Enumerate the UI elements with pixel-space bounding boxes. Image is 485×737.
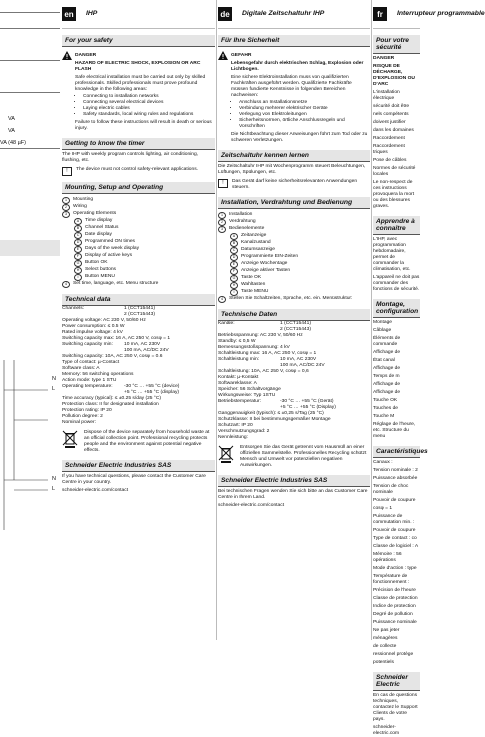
table-row: Mode d'action : type <box>373 566 417 571</box>
row-key: Bemessungsstoßspannung: 4 kV <box>218 345 290 350</box>
list-item: • Connecting several electrical devices <box>83 100 215 106</box>
list-item: Operating Elements <box>73 211 117 216</box>
previous-page-stub <box>0 0 62 640</box>
list-item: Normes de sécurité locales <box>373 166 416 177</box>
row-key: Nominal power: <box>62 420 96 425</box>
list-item: Bedienelemente <box>229 226 265 231</box>
danger-footer: Failure to follow these instructions will result in death or serious injury. <box>75 120 212 131</box>
row-key: Betriebsspannung: AC 230 V, 50/60 Hz <box>218 333 303 338</box>
list-item: Wahltasten <box>241 282 266 287</box>
disposal-text: de collecte <box>373 644 397 649</box>
row-value: +5 °C … +55 °C (display) <box>124 390 180 395</box>
row-key: Switching capacity min: <box>62 342 113 347</box>
row-key: Protection class: II for designated installation <box>62 402 159 407</box>
section-heading: Installation, Verdrahtung und Bedienung <box>218 197 370 209</box>
list-item: • Verbindung mehrerer elektrischer Geräte <box>239 106 370 112</box>
disposal-text: ménagères <box>373 636 398 641</box>
table-row: Tension nominale : 2 <box>373 468 418 473</box>
list-item: Affichage de <box>373 382 401 387</box>
list-item: Taste MENU <box>241 289 269 294</box>
list-item: Anzeige aktiver Tasten <box>241 268 291 273</box>
language-badge: fr <box>373 7 387 21</box>
list-item: Raccordement triques <box>373 144 405 155</box>
section-heading: Technische Daten <box>218 309 370 321</box>
list-item: • Sicherheitsnormen, örtliche Anschlussregeln und Vorschriften <box>239 118 370 130</box>
stub-text: N <box>52 376 56 382</box>
list-item: Montage <box>373 320 393 325</box>
table-row: Indice de protection <box>373 604 416 609</box>
danger-text: sécurité doit être <box>373 104 410 109</box>
language-badge: en <box>62 7 76 21</box>
section-heading: Technical data <box>62 294 215 306</box>
company-url[interactable]: schneider-electric.com/contact <box>218 503 285 508</box>
language-badge: de <box>218 7 232 21</box>
danger-text: dans les domaines <box>373 128 414 133</box>
tech-data-table <box>62 306 215 426</box>
row-value: -30 °C … +55 °C (Gerät) <box>280 399 334 404</box>
warning-icon <box>62 51 72 60</box>
list-item: Câblage <box>373 328 392 333</box>
list-item: Datumsanzeige <box>241 247 275 252</box>
row-key: Pollution degree: 2 <box>62 414 103 419</box>
row-key: Schaltleistung: 10A, AC 250 V, cosφ = 0,6 <box>218 369 309 374</box>
list-item: État canal <box>373 358 395 363</box>
table-row: Puissance absorbée <box>373 476 418 481</box>
column-title: IHP <box>86 10 98 18</box>
list-item: Wiring <box>73 204 87 209</box>
danger-title: HAZARD OF ELECTRIC SHOCK, EXPLOSION OR ARC FLASH <box>75 61 201 72</box>
mounting-list: 1 Installation 2 Verdrahtung 3 Bedienelemente A Zeitanzeige B Kanalzustand C Datumsanzeige D Programmierte EIN-Zeiten E Anzeige Wochentage F Anzeige aktiver Tasten G Taste OK H Wahltasten I Taste MENU 4 Stellen Sie Schaltzeiten, Sprache, etc. ein. Menüstruktur: <box>218 212 370 303</box>
section-heading: Apprendre à connaître <box>373 216 420 235</box>
section-heading: Caractéristiques <box>373 446 420 458</box>
stub-text: VA <box>8 128 15 134</box>
row-value: -30 °C … +55 °C (device) <box>124 384 180 389</box>
table-row: Pouvoir de coupure <box>373 528 416 533</box>
note-block <box>62 167 215 176</box>
row-key: Schutzart: IP 20 <box>218 423 253 428</box>
danger-text: Safe electrical installation must be carried out only by skilled professionals. Skilled professionals must prove profound knowledge in the following areas: <box>75 75 206 92</box>
row-key: Operating temperature: <box>62 384 113 389</box>
stub-text: VA <box>8 116 15 122</box>
danger-list <box>75 94 215 118</box>
row-key: Standby: ≤ 0,5 W <box>218 339 256 344</box>
french-column <box>373 0 485 736</box>
list-item: Zeitanzeige <box>241 233 267 238</box>
note-text: Das Gerät darf keine sicherheitsrelevanten Anwendungen steuern. <box>232 179 358 190</box>
danger-word: DANGER <box>373 56 395 61</box>
list-item: Touche M <box>373 414 395 419</box>
column-header <box>62 0 215 29</box>
list-item: Réglage de l'heure, etc. Structure du menu <box>373 422 416 439</box>
danger-text: L'installation électrique <box>373 90 400 101</box>
company-url[interactable]: schneider-electric.com <box>373 725 400 736</box>
column-title: Digitale Zeitschaltuhr IHP <box>242 10 325 18</box>
list-item: • Anschluss an Installationsnetze <box>239 100 370 106</box>
section-heading: Schneider Electric <box>373 672 420 691</box>
list-item: Programmed ON times <box>85 239 136 244</box>
row-key: Schaltleistung min: <box>218 357 260 362</box>
column-divider <box>371 0 372 640</box>
row-value: 2 (CCT15443) <box>280 327 311 332</box>
section-heading: For your safety <box>62 35 215 47</box>
list-item: Temps de m <box>373 374 400 379</box>
section-heading: Zeitschaltuhr kennen lernen <box>218 150 370 162</box>
danger-text: Eine sichere Elektroinstallation muss von qualifizierten Fachkräften ausgeführt werden. Qualifizierte Fachkräfte müssen fundierte Kenntnisse in folgenden Bereichen nachweisen: <box>231 75 352 98</box>
column-divider <box>216 0 217 640</box>
wiring-diagram-fragment <box>0 360 60 530</box>
row-key: Rated impulse voltage: 4 kV <box>62 330 123 335</box>
row-key: Protection rating: IP 20 <box>62 408 112 413</box>
section-heading: Schneider Electric Industries SAS <box>218 475 370 487</box>
section-heading: Montage, configuration <box>373 299 420 318</box>
stub-text: N <box>52 476 56 482</box>
list-item: Anzeige Wochentage <box>241 261 288 266</box>
table-row: Classe de logiciel : A <box>373 544 419 549</box>
danger-block <box>62 51 215 132</box>
table-row: Puissance de commutation min. : <box>373 514 415 525</box>
list-item: Display of active keys <box>85 253 133 258</box>
table-row: Tension de choc nominale <box>373 484 409 495</box>
note-text: The device must not control safety-relevant applications. <box>76 167 199 172</box>
table-row: Puissance nominale <box>373 620 417 625</box>
row-key: Power consumption: ≤ 0.5 W <box>62 324 125 329</box>
row-value: +5 °C … +55 °C (Display) <box>280 405 336 410</box>
list-item: Affichage de <box>373 366 401 371</box>
list-item: Button OK <box>85 260 108 265</box>
german-column <box>218 0 370 640</box>
disposal-block <box>218 445 370 469</box>
row-value: 1 (CCT15441) <box>280 321 311 326</box>
info-icon: ! <box>218 179 228 188</box>
disposal-text: Entsorgen Sie das Gerät getrennt vom Hausmüll an einer offiziellen Sammelstelle. Professionelles Recycling schützt Mensch und Umwelt vor potenziellen negativen Auswirkungen. <box>240 445 367 468</box>
list-item: Kanalzustand <box>241 240 271 245</box>
info-icon: ! <box>62 167 72 176</box>
row-value: 100 mA, AC/DC 24V <box>124 348 169 353</box>
disposal-block <box>62 430 215 454</box>
list-item: Days of the week display <box>85 246 140 251</box>
row-key: Schaltleistung max: 16 A, AC 250 V, cosφ = 1 <box>218 351 317 356</box>
mounting-list: 1 Mounting 2 Wiring 3 Operating Elements A Time display B Channel Status C Date display D Programmed ON times E Days of the week display F Display of active keys G Button OK H Select buttons I Button MENU 4 Set time, language, etc. Menu structure <box>62 197 215 288</box>
list-item: Date display <box>85 232 112 237</box>
table-row <box>62 420 215 426</box>
disposal-text: Dispose of the device separately from household waste at an official collection point. Professional recycling protects people and the environment against potential negative effects. <box>84 430 210 453</box>
disposal-text: ressionnel protège <box>373 652 414 657</box>
row-key: Time accuracy (typical): ≤ ±0.25 s/day (25 °C) <box>62 396 162 401</box>
list-item: Taste OK <box>241 275 262 280</box>
list-item: Button MENU <box>85 274 115 279</box>
row-value: 100 mA, AC/DC 24V <box>280 363 325 368</box>
row-key: Kontakt: µ-Kontakt <box>218 375 259 380</box>
row-key: Speicher: 56 Schaltvorgänge <box>218 387 281 392</box>
table-row: cosφ = 1 <box>373 506 393 511</box>
list-item: • Verlegung von Elektroleitungen <box>239 112 370 118</box>
table-row <box>218 435 370 441</box>
english-column <box>62 0 215 640</box>
list-item: Éléments de commande <box>373 336 401 347</box>
danger-text: doivent justifier <box>373 120 406 125</box>
list-item: Mounting <box>73 197 94 202</box>
list-item: Verdrahtung <box>229 219 256 224</box>
danger-word: GEFAHR <box>231 53 252 58</box>
danger-list <box>231 100 370 130</box>
table-row: Température de fonctionnement : <box>373 574 410 585</box>
row-key: Nennleistung: <box>218 435 248 440</box>
company-text: Bei technischen Fragen wenden Sie sich bitte an das Customer Care Centre in Ihrem Land. <box>218 489 368 500</box>
row-value: 10 mA, AC 230V <box>124 342 161 347</box>
table-row: Classe de protection <box>373 596 418 601</box>
row-key: Verschmutzungsgrad: 2 <box>218 429 270 434</box>
intro-text: The IHP with weekly program controls lighting, air conditioning, flushing, etc. <box>62 152 199 163</box>
stub-band <box>0 240 60 256</box>
danger-title: RISQUE DE DÉCHARGE, D'EXPLOSION OU D'ARC <box>373 64 415 87</box>
row-key: Channels: <box>62 306 85 311</box>
table-row: Canaux : <box>373 460 393 465</box>
row-key: Schutzklasse: II bei bestimmungsgemäßer Montage <box>218 417 331 422</box>
row-key: Action mode: type 1 STU <box>62 378 117 383</box>
row-key: Software class: A <box>62 366 100 371</box>
list-item: • Laying electric cables <box>83 106 215 112</box>
note-block <box>218 179 370 191</box>
row-key: Memory: 56 switching operations <box>62 372 134 377</box>
disposal-text: Ne pas jeter <box>373 628 400 633</box>
crossed-bin-icon <box>218 445 234 463</box>
list-item: Affichage de <box>373 390 401 395</box>
danger-footer: Le non-respect de ces instructions provoquera la mort ou des blessures graves. <box>373 180 415 209</box>
list-item: Touches de <box>373 406 399 411</box>
table-row: Type de contact : co <box>373 536 417 541</box>
row-key: Type of contact: µ-Contact <box>62 360 120 365</box>
company-text: If you have technical questions, please contact the Customer Care Centre in your country. <box>62 474 206 485</box>
column-header <box>373 0 485 29</box>
note-text: L'appareil ne doit pas commander des fonctions de sécurité. <box>373 275 420 292</box>
list-item: Affichage de <box>373 350 401 355</box>
danger-word: DANGER <box>75 53 97 58</box>
list-item: Time display <box>85 218 113 223</box>
stub-text: L <box>52 486 56 492</box>
crossed-bin-icon <box>62 430 78 448</box>
table-row: Pouvoir de coupure <box>373 498 416 503</box>
danger-title: Lebensgefahr durch elektrischen Schlag, Explosion oder Lichtbogen. <box>231 61 364 72</box>
danger-footer: Die Nichtbeachtung dieser Anweisungen führt zum Tod oder zu schweren Verletzungen. <box>231 132 368 143</box>
danger-block <box>218 51 370 144</box>
list-item: • Connecting to installation networks <box>83 94 215 100</box>
company-text: En cas de questions techniques, contactez le Support Clients de votre pays. <box>373 693 418 722</box>
list-item: Touche OK <box>373 398 398 403</box>
column-title: Interrupteur programmable <box>397 10 485 18</box>
table-row: Mémoire : 56 opérations <box>373 552 402 563</box>
stub-text: VA (48 µF) <box>0 140 26 146</box>
row-value: 10 mA, AC 230V <box>280 357 317 362</box>
section-heading: Schneider Electric Industries SAS <box>62 460 215 472</box>
tech-data-table <box>218 321 370 441</box>
row-key: Switching capacity: 10A, AC 250 V, cosφ = 0.6 <box>62 354 163 359</box>
row-key: Operating voltage: AC 230 V, 50/60 Hz <box>62 318 146 323</box>
list-item: Stellen Sie Schaltzeiten, Sprache, etc. ein. Menüstruktur: <box>229 296 353 301</box>
row-value: 1 (CCT15441) <box>124 306 155 311</box>
row-value: 2 (CCT15443) <box>124 312 155 317</box>
intro-text: Die Zeitschaltuhr IHP mit Wochenprogramm steuert Beleuchtungen, Lüftungen, Spülungen, etc. <box>218 164 366 175</box>
table-row: Degré de pollution <box>373 612 413 617</box>
list-item: Installation <box>229 212 253 217</box>
row-key: Softwareklasse: A <box>218 381 257 386</box>
list-item: Pose de câbles <box>373 158 407 163</box>
warning-icon <box>218 51 228 60</box>
row-key: Betriebstemperatur: <box>218 399 261 404</box>
table-row: Précision de l'heure <box>373 588 416 593</box>
section-heading: Pour votre sécurité <box>373 35 420 54</box>
column-header <box>218 0 370 29</box>
list-item: Set time, language, etc. Menu structure <box>73 281 159 286</box>
list-item: Raccordement <box>373 136 405 141</box>
intro-text: L'IHP, avec programmation hebdomadaire, permet de commander la climatisation, etc. <box>373 237 411 272</box>
company-url[interactable]: schneider-electric.com/contact <box>62 488 129 493</box>
list-item: Channel Status <box>85 225 119 230</box>
section-heading: Mounting, Setup and Operating <box>62 182 215 194</box>
row-key: Kanäle: <box>218 321 235 326</box>
stub-text: L <box>52 386 56 392</box>
danger-text: nels compétents <box>373 112 409 117</box>
disposal-text: potentiels <box>373 660 394 665</box>
section-heading: Getting to know the timer <box>62 138 215 150</box>
row-key: Wirkungsweise: Typ 1STU <box>218 393 276 398</box>
list-item: Programmierte EIN-Zeiten <box>241 254 299 259</box>
list-item: Select buttons <box>85 267 116 272</box>
list-item: • Safety standards, local wiring rules and regulations <box>83 112 215 118</box>
section-heading: Für Ihre Sicherheit <box>218 35 370 47</box>
row-key: Ganggenauigkeit (typisch): ≤ ±0,25 s/Tag (25 °C) <box>218 411 324 416</box>
row-key: Switching capacity max: 16 A, AC 250 V, cosφ = 1 <box>62 336 171 341</box>
